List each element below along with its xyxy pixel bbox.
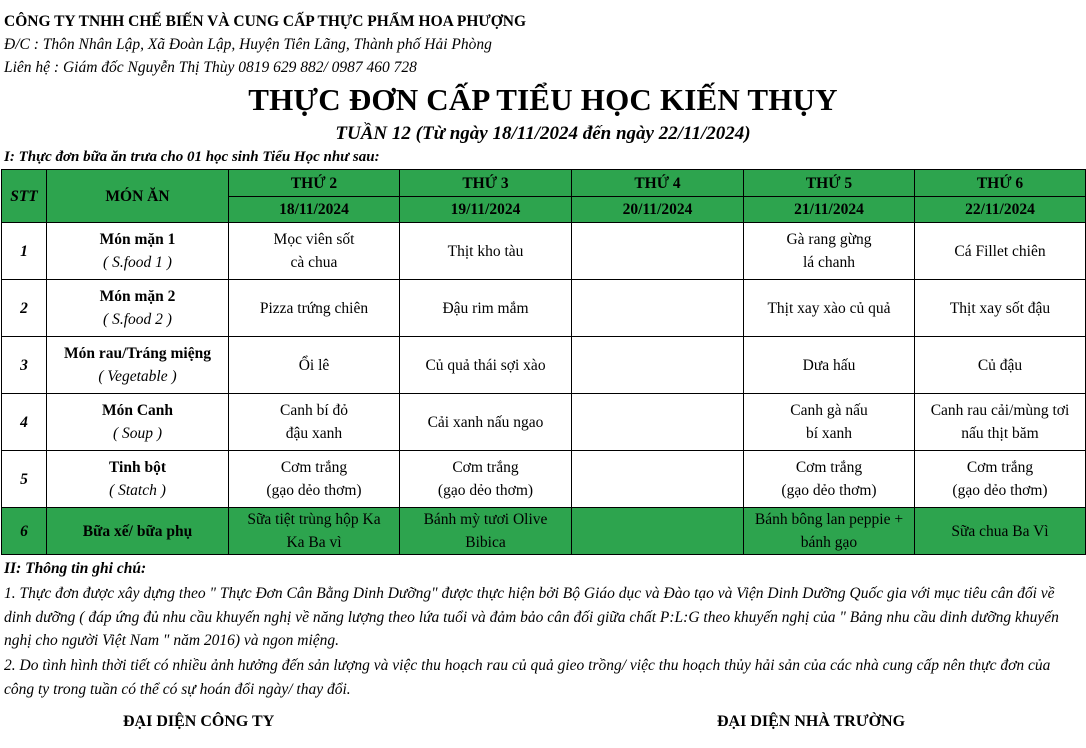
menu-cell	[229, 508, 400, 555]
menu-row	[2, 280, 1086, 337]
day-header: THỨ 3	[400, 170, 572, 197]
cell-line: Cải xanh nấu ngao	[427, 413, 544, 431]
note-2: 2. Do tình hình thời tiết có nhiều ảnh hưởng đến sản lượng và việc thu hoạch rau củ quả gieo trồng/ việc thu hoạch thủy hải sản của các nhà cung cấp nên thực đơn của công ty trong tuần có thể có sự hoán đổi ngày/ thay đổi.	[4, 657, 1051, 698]
menu-cell	[229, 451, 400, 508]
dish-category	[47, 280, 229, 337]
header-row-days	[2, 170, 1086, 197]
menu-table	[1, 169, 1086, 555]
menu-cell	[229, 280, 400, 337]
note-1: 1. Thực đơn được xây dựng theo " Thực Đơn Cân Bằng Dinh Dưỡng" được thực hiện bởi Bộ Giáo dục và Đào tạo và Viện Dinh Dưỡng Quốc gia với mục tiêu cân đối về dinh dưỡng ( đáp ứng đủ nhu cầu khuyến nghị về năng lượng theo lứa tuổi và đảm bảo cân đối giữa chất P:L:G theo khuyến nghị của " Bảng nhu cầu dinh dưỡng khuyến nghị cho người Việt Nam " năm 2016) và ngon miệng.	[4, 585, 1059, 649]
menu-cell	[229, 337, 400, 394]
cell-line: Sữa tiệt trùng hộp Ka	[247, 511, 381, 528]
menu-cell	[744, 337, 915, 394]
cell-line: Thịt kho tàu	[447, 242, 524, 260]
cell-line: Cơm trắng	[966, 459, 1034, 476]
week-subtitle: TUẦN 12 (Từ ngày 18/11/2024 đến ngày 22/11/2024)	[335, 123, 751, 144]
menu-cell	[572, 508, 744, 555]
cell-line: Bánh bông lan peppie +	[754, 511, 904, 528]
day-header: THỨ 5	[744, 170, 915, 197]
dish-category-name: Món rau/Tráng miệng	[64, 345, 211, 362]
date-header: 21/11/2024	[744, 197, 915, 223]
signature-school: ĐẠI DIỆN NHÀ TRƯỜNG	[717, 713, 906, 730]
date-header: 20/11/2024	[572, 197, 744, 223]
day-header: THỨ 6	[915, 170, 1086, 197]
cell-line: Củ quả thái sợi xào	[425, 356, 546, 374]
menu-cell	[744, 394, 915, 451]
day-header: THỨ 2	[229, 170, 400, 197]
cell-line: Mọc viên sốt	[273, 231, 355, 248]
row-number: 2	[2, 280, 47, 337]
cell-line: bánh gạo	[800, 534, 858, 551]
menu-cell	[915, 394, 1086, 451]
menu-cell	[915, 451, 1086, 508]
menu-cell	[915, 508, 1086, 555]
menu-row	[2, 223, 1086, 280]
row-number: 4	[2, 394, 47, 451]
menu-cell	[400, 280, 572, 337]
section-heading-menu: I: Thực đơn bữa ăn trưa cho 01 học sinh Tiểu Học như sau:	[4, 149, 380, 165]
cell-line: nấu thịt băm	[961, 425, 1039, 442]
cell-line: Cá Fillet chiên	[954, 242, 1046, 260]
dish-header: MÓN ĂN	[47, 170, 229, 223]
day-header: THỨ 4	[572, 170, 744, 197]
menu-cell	[572, 337, 744, 394]
section-heading-notes: II: Thông tin ghi chú:	[4, 560, 147, 577]
cell-line: Đậu rim mắm	[442, 299, 529, 317]
menu-row	[2, 451, 1086, 508]
snack-row	[2, 508, 1086, 555]
row-number: 1	[2, 223, 47, 280]
menu-cell	[915, 337, 1086, 394]
dish-category	[47, 337, 229, 394]
row-number: 5	[2, 451, 47, 508]
menu-row	[2, 394, 1086, 451]
cell-line: Cơm trắng	[795, 459, 863, 476]
menu-cell	[400, 394, 572, 451]
menu-cell	[744, 451, 915, 508]
cell-line: (gạo dẻo thơm)	[266, 482, 362, 499]
dish-category	[47, 223, 229, 280]
stt-header: STT	[2, 170, 47, 223]
date-header: 18/11/2024	[229, 197, 400, 223]
cell-line: Sữa chua Ba Vì	[951, 522, 1049, 540]
menu-cell	[744, 280, 915, 337]
cell-line: Dưa hấu	[802, 356, 856, 374]
menu-cell	[572, 451, 744, 508]
cell-line: Pizza trứng chiên	[259, 299, 369, 317]
menu-row	[2, 337, 1086, 394]
row-number: 6	[2, 508, 47, 555]
cell-line: Cơm trắng	[452, 459, 519, 476]
dish-category-subtitle: ( Statch )	[109, 482, 166, 499]
cell-line: Ka Ba vì	[286, 534, 342, 551]
company-contact: Liên hệ : Giám đốc Nguyễn Thị Thùy 0819 629 882/ 0987 460 728	[4, 59, 417, 76]
date-header: 22/11/2024	[915, 197, 1086, 223]
cell-line: cà chua	[290, 254, 338, 271]
menu-cell	[572, 280, 744, 337]
menu-cell	[400, 451, 572, 508]
dish-category	[47, 508, 229, 555]
menu-cell	[744, 223, 915, 280]
dish-category-subtitle: ( S.food 2 )	[103, 311, 172, 328]
menu-cell	[572, 223, 744, 280]
cell-line: lá chanh	[802, 254, 856, 271]
menu-cell	[744, 508, 915, 555]
dish-category-subtitle: ( Soup )	[112, 425, 163, 442]
cell-line: (gạo dẻo thơm)	[952, 482, 1048, 499]
company-address: Đ/C : Thôn Nhân Lập, Xã Đoàn Lập, Huyện Tiên Lãng, Thành phố Hải Phòng	[4, 36, 492, 53]
cell-line: (gạo dẻo thơm)	[437, 482, 534, 499]
menu-cell	[400, 508, 572, 555]
cell-line: (gạo dẻo thơm)	[781, 482, 877, 499]
cell-line: Canh gà nấu	[790, 402, 868, 419]
cell-line: bí xanh	[805, 425, 853, 442]
menu-cell	[400, 337, 572, 394]
dish-category-name: Món mặn 1	[99, 231, 176, 248]
dish-category-name: Bữa xế/ bữa phụ	[82, 522, 193, 540]
cell-line: Củ đậu	[977, 356, 1023, 374]
cell-line: Thịt xay sốt đậu	[949, 299, 1051, 317]
dish-category-name: Món Canh	[101, 402, 174, 419]
cell-line: Cơm trắng	[280, 459, 348, 476]
menu-cell	[400, 223, 572, 280]
cell-line: Gà rang gừng	[786, 231, 872, 248]
dish-category-subtitle: ( S.food 1 )	[103, 254, 172, 271]
signature-company: ĐẠI DIỆN CÔNG TY	[123, 713, 275, 730]
dish-category	[47, 451, 229, 508]
cell-line: Canh bí đỏ	[279, 402, 349, 419]
menu-cell	[572, 394, 744, 451]
dish-category-subtitle: ( Vegetable )	[98, 368, 177, 385]
date-header: 19/11/2024	[400, 197, 572, 223]
dish-category	[47, 394, 229, 451]
menu-cell	[229, 394, 400, 451]
row-number: 3	[2, 337, 47, 394]
menu-cell	[229, 223, 400, 280]
page-title: THỰC ĐƠN CẤP TIỂU HỌC KIẾN THỤY	[248, 82, 838, 117]
menu-cell	[915, 280, 1086, 337]
menu-cell	[915, 223, 1086, 280]
dish-category-name: Tinh bột	[108, 459, 166, 476]
cell-line: đậu xanh	[285, 425, 343, 442]
company-name: CÔNG TY TNHH CHẾ BIẾN VÀ CUNG CẤP THỰC PHẨM HOA PHƯỢNG	[4, 13, 527, 30]
dish-category-name: Món mặn 2	[99, 288, 176, 305]
cell-line: Bánh mỳ tươi Olive	[423, 511, 548, 528]
cell-line: Ổi lê	[298, 356, 330, 374]
cell-line: Canh rau cải/mùng tơi	[930, 402, 1070, 419]
cell-line: Thịt xay xào củ quả	[767, 299, 891, 317]
cell-line: Bibica	[465, 534, 506, 551]
